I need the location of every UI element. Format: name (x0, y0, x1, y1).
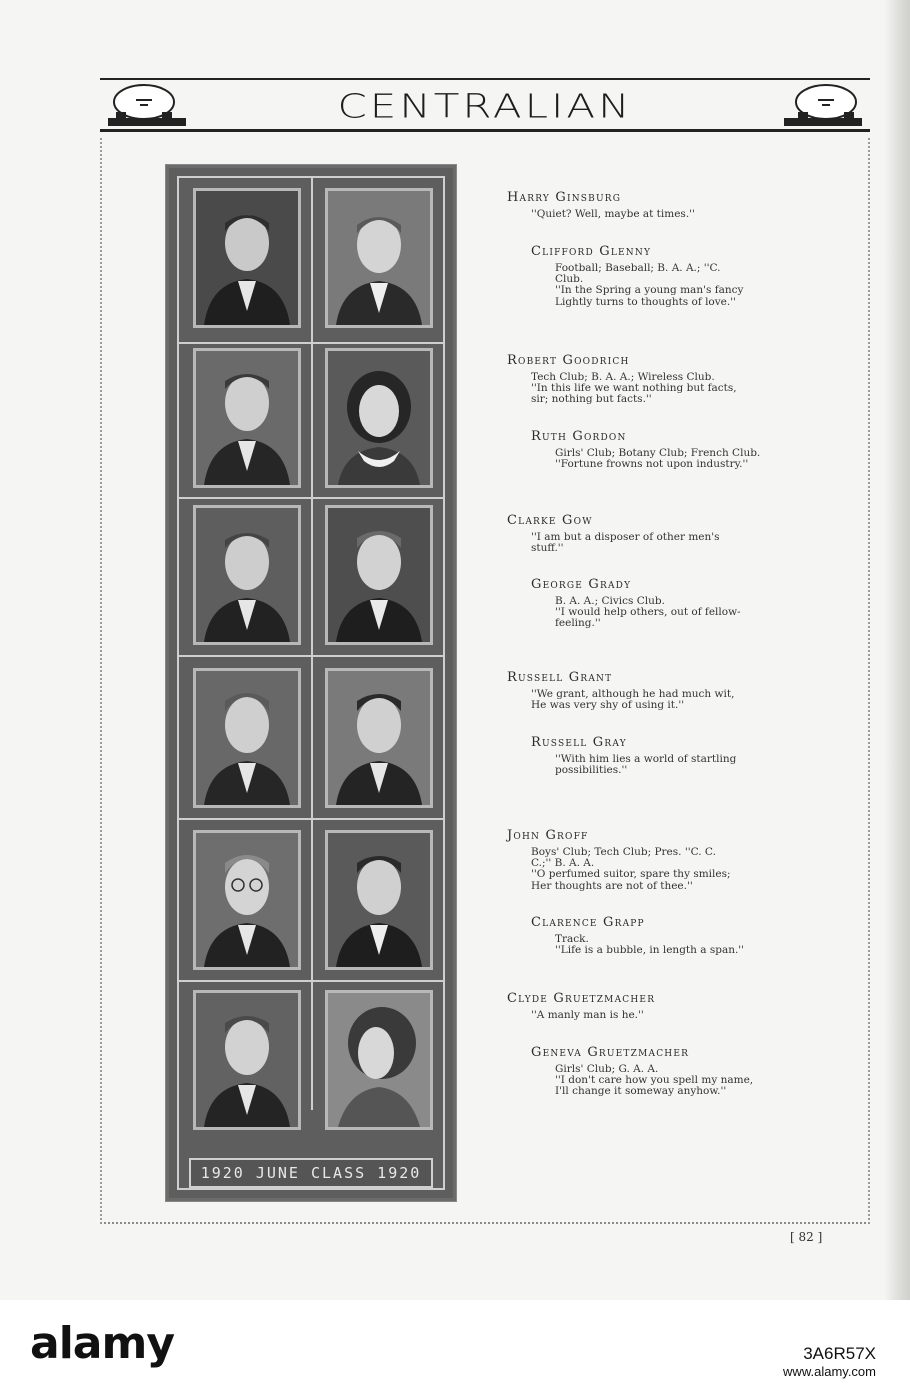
student-entry (507, 513, 807, 554)
portrait-harry-ginsburg (193, 188, 301, 328)
entry-line: He was very shy of using it.'' (531, 699, 685, 712)
entry-line: ''O perfumed suitor, spare thy smiles; (531, 868, 731, 881)
portrait-clarke-gow (193, 505, 301, 645)
student-name: Geneva Gruetzmacher (531, 1045, 690, 1060)
entry-line: ''Fortune frowns not upon industry.'' (555, 458, 749, 471)
student-name: Clarke Gow (507, 513, 593, 528)
entry-line: ''I would help others, out of fellow- (555, 606, 741, 619)
banner-bottom-rule (100, 129, 870, 132)
entry-line: ''In this life we want nothing but facts, (531, 382, 737, 395)
student-entry (507, 828, 807, 892)
student-entry (507, 670, 807, 711)
panel-row-divider (179, 655, 445, 657)
watermark-image-id: 3A6R57X (803, 1344, 876, 1363)
entry-line: ''We grant, although he had much wit, (531, 688, 735, 700)
student-name: George Grady (531, 577, 632, 592)
portrait-russell-gray (325, 668, 433, 808)
watermark-url: www.alamy.com (783, 1364, 876, 1379)
panel-row-divider (179, 980, 445, 982)
panel-row-divider (179, 342, 445, 344)
page-gutter-shadow (884, 0, 910, 1300)
portrait-robert-goodrich (193, 348, 301, 488)
student-name: Harry Ginsburg (507, 190, 622, 205)
student-entry (531, 915, 831, 956)
portrait-george-grady (325, 505, 433, 645)
portrait-john-groff (193, 830, 301, 970)
student-name: Clyde Gruetzmacher (507, 991, 656, 1006)
entry-line: Her thoughts are not of thee.'' (531, 879, 693, 892)
panel-vertical-divider (311, 178, 313, 1110)
entry-line: I'll change it someway anyhow.'' (555, 1085, 727, 1098)
entry-line: B. A. A.; Civics Club. (555, 595, 665, 607)
panel-row-divider (179, 497, 445, 499)
entry-line: sir; nothing but facts.'' (531, 393, 652, 406)
football-ornament-left-icon (106, 82, 188, 128)
student-entry (531, 1045, 831, 1098)
entry-line: ''I am but a disposer of other men's (531, 531, 720, 543)
entry-line: feeling.'' (555, 617, 601, 630)
panel-class-caption: 1920 JUNE CLASS 1920 (189, 1158, 433, 1188)
entry-line: Girls' Club; Botany Club; French Club. (555, 447, 761, 459)
page-number: [ 82 ] (790, 1230, 823, 1244)
entry-line: ''A manly man is he.'' (531, 1009, 644, 1021)
portrait-clarence-grapp (325, 830, 433, 970)
entry-line: Club. (555, 273, 584, 286)
student-entry (507, 190, 807, 220)
student-name: Russell Grant (507, 670, 613, 685)
entry-line: ''Life is a bubble, in length a span.'' (555, 944, 745, 957)
entry-line: Boys' Club; Tech Club; Pres. ''C. C. (531, 846, 716, 858)
entry-line: Tech Club; B. A. A.; Wireless Club. (531, 371, 715, 383)
entry-line: Football; Baseball; B. A. A.; ''C. (555, 262, 721, 274)
portrait-clyde-gruetzmacher (193, 990, 301, 1130)
entry-line: ''Quiet? Well, maybe at times.'' (531, 208, 695, 220)
entry-line: ''In the Spring a young man's fancy (555, 284, 744, 297)
panel-row-divider (179, 818, 445, 820)
entry-line: stuff.'' (531, 542, 564, 555)
student-entry (531, 735, 831, 776)
portrait-geneva-gruetzmacher (325, 990, 433, 1130)
entry-line: Girls' Club; G. A. A. (555, 1063, 659, 1075)
student-entry (507, 991, 807, 1021)
portrait-russell-grant (193, 668, 301, 808)
banner-top-rule (100, 78, 870, 80)
student-entry (531, 577, 831, 630)
entry-line: C.;'' B. A. A. (531, 857, 595, 870)
entry-line: Lightly turns to thoughts of love.'' (555, 295, 737, 308)
student-name: Robert Goodrich (507, 353, 630, 368)
student-name: Ruth Gordon (531, 429, 627, 444)
student-name: Clarence Grapp (531, 915, 645, 930)
portrait-panel (166, 165, 456, 1201)
portrait-ruth-gordon (325, 348, 433, 488)
banner-title: CENTRALIAN (337, 86, 633, 126)
student-entry (507, 353, 807, 406)
student-name: Clifford Glenny (531, 244, 652, 259)
student-entry (531, 244, 831, 308)
student-name: John Groff (507, 828, 589, 843)
student-entry (531, 429, 831, 470)
entry-line: Track. (555, 933, 589, 945)
watermark-logo: alamy (30, 1318, 174, 1369)
entry-line: possibilities.'' (555, 764, 628, 777)
football-ornament-right-icon (782, 82, 864, 128)
entry-line: ''I don't care how you spell my name, (555, 1074, 754, 1087)
portrait-clifford-glenny (325, 188, 433, 328)
entry-line: ''With him lies a world of startling (555, 753, 737, 765)
header-banner (100, 78, 870, 132)
student-name: Russell Gray (531, 735, 627, 750)
